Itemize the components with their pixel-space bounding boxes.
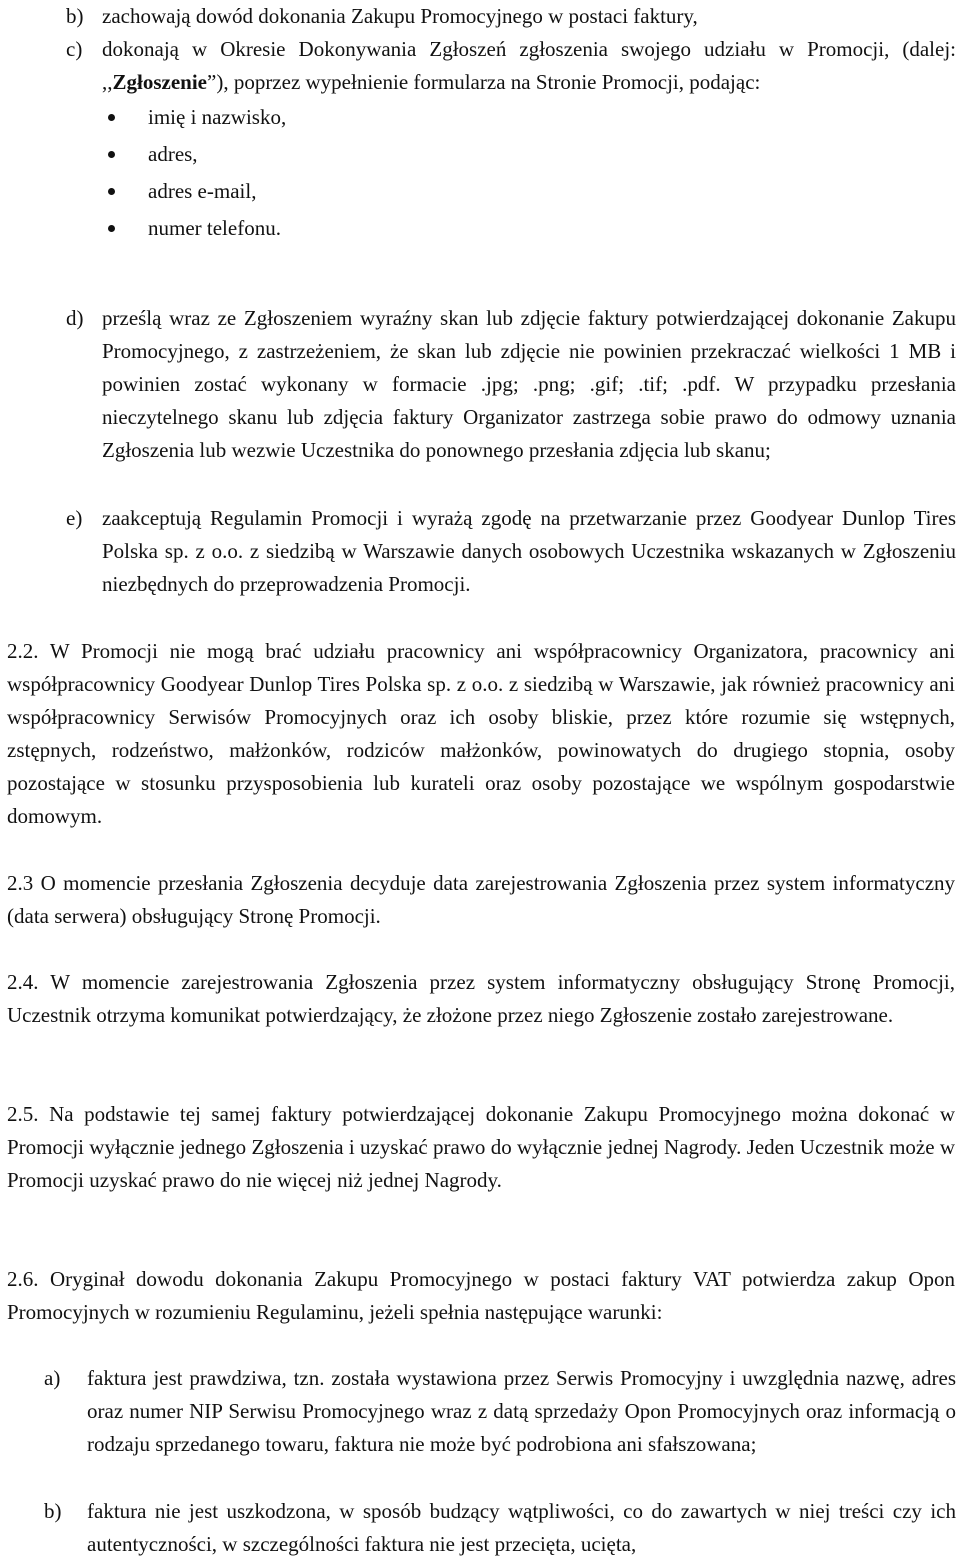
section-2-3 bbox=[7, 867, 955, 933]
section-number: 2.3 bbox=[7, 871, 34, 895]
list-item-d bbox=[66, 302, 956, 467]
section-2-2 bbox=[7, 635, 955, 833]
list-text: zachowają dowód dokonania Zakupu Promocyjnego w postaci faktury, bbox=[102, 4, 698, 28]
section-number: 2.2. bbox=[7, 639, 39, 663]
section-number: 2.4. bbox=[7, 970, 39, 994]
defined-term: Zgłoszenie bbox=[112, 70, 207, 94]
list-text: faktura jest prawdziwa, tzn. została wystawiona przez Serwis Promocyjny i uwzględnia nazwę, adres oraz numer NIP Serwisu Promocyjnego wraz z datą sprzedaży Opon Promocyjnych oraz informacją o rodzaju sprzedanego towaru, faktura nie może być podrobiona ani sfałszowana; bbox=[87, 1366, 956, 1456]
bullet-item: imię i nazwisko, bbox=[102, 99, 956, 136]
list-item-c bbox=[66, 33, 956, 247]
list-item-e bbox=[66, 502, 956, 601]
list-text bbox=[102, 33, 956, 99]
list-body bbox=[102, 33, 956, 247]
list-item-b bbox=[66, 0, 956, 33]
list-label: b) bbox=[66, 4, 84, 28]
section-text: Oryginał dowodu dokonania Zakupu Promocyjnego w postaci faktury VAT potwierdza zakup Opon Promocyjnych w rozumieniu Regulaminu, jeżeli spełnia następujące warunki: bbox=[7, 1267, 955, 1324]
list-label: a) bbox=[44, 1366, 61, 1390]
bullet-item: numer telefonu. bbox=[102, 210, 956, 247]
bullet-item: adres e-mail, bbox=[102, 173, 956, 210]
list-label: b) bbox=[44, 1499, 62, 1523]
list-label: d) bbox=[66, 306, 84, 330]
section-text: W Promocji nie mogą brać udziału pracownicy ani współpracownicy Organizatora, pracownicy ani współpracownicy Goodyear Dunlop Tires Polska sp. z o.o. z siedzibą w Warszawie, jak również pracownicy ani współpracownicy Serwisów Promocyjnych oraz ich osoby bliskie, przez które rozumie się wstępnych, zstępnych, rodzeństwo, małżonków, rodziców małżonków, powinowatych do drugiego stopnia, osoby pozostające w stosunku przysposobienia lub kurateli oraz osoby pozostające we wspólnym gospodarstwie domowym. bbox=[7, 639, 955, 828]
section-number: 2.5. bbox=[7, 1102, 39, 1126]
list-item-bottom-a bbox=[44, 1362, 956, 1461]
list-label: c) bbox=[66, 37, 83, 61]
list-item-bottom-b bbox=[44, 1495, 956, 1561]
list-label: e) bbox=[66, 506, 83, 530]
section-2-4 bbox=[7, 966, 955, 1032]
section-text: O momencie przesłania Zgłoszenia decyduje data zarejestrowania Zgłoszenia przez system informatyczny (data serwera) obsługujący Stronę Promocji. bbox=[7, 871, 956, 928]
list-text-pre: dokonają w Okresie Dokonywania Zgłoszeń zgłoszenia swojego udziału w Promocji, (dalej: ,, bbox=[102, 37, 956, 94]
section-2-5 bbox=[7, 1098, 955, 1197]
bullet-list bbox=[102, 99, 956, 247]
bullet-item: adres, bbox=[102, 136, 956, 173]
list-text: prześlą wraz ze Zgłoszeniem wyraźny skan lub zdjęcie faktury potwierdzającej dokonanie Zakupu Promocyjnego, z zastrzeżeniem, że skan lub zdjęcie nie powinien przekraczać wielkości 1 MB i powinien zostać wykonany w formacie .jpg; .png; .gif; .tif; .pdf. W przypadku przesłania nieczytelnego skanu lub zdjęcia faktury Organizator zastrzega sobie prawo do odmowy uznania Zgłoszenia lub wezwie Uczestnika do ponownego przesłania zdjęcia lub skanu; bbox=[102, 306, 956, 462]
list-text: faktura nie jest uszkodzona, w sposób budzący wątpliwości, co do zawartych w niej treści czy ich autentyczności, w szczególności faktura nie jest przecięta, ucięta, bbox=[87, 1499, 956, 1556]
section-text: W momencie zarejestrowania Zgłoszenia przez system informatyczny obsługujący Stronę Promocji, Uczestnik otrzyma komunikat potwierdzający, że złożone przez niego Zgłoszenie zostało zarejestrowane. bbox=[7, 970, 955, 1027]
section-number: 2.6. bbox=[7, 1267, 39, 1291]
section-2-6 bbox=[7, 1263, 955, 1329]
section-text: Na podstawie tej samej faktury potwierdzającej dokonanie Zakupu Promocyjnego można dokonać w Promocji wyłącznie jednego Zgłoszenia i uzyskać prawo do wyłącznie jednej Nagrody. Jeden Uczestnik może w Promocji uzyskać prawo do nie więcej niż jednej Nagrody. bbox=[7, 1102, 955, 1192]
list-text-post: ”), poprzez wypełnienie formularza na Stronie Promocji, podając: bbox=[207, 70, 761, 94]
list-text: zaakceptują Regulamin Promocji i wyrażą zgodę na przetwarzanie przez Goodyear Dunlop Tires Polska sp. z o.o. z siedzibą w Warszawie danych osobowych Uczestnika wskazanych w Zgłoszeniu niezbędnych do przeprowadzenia Promocji. bbox=[102, 506, 956, 596]
